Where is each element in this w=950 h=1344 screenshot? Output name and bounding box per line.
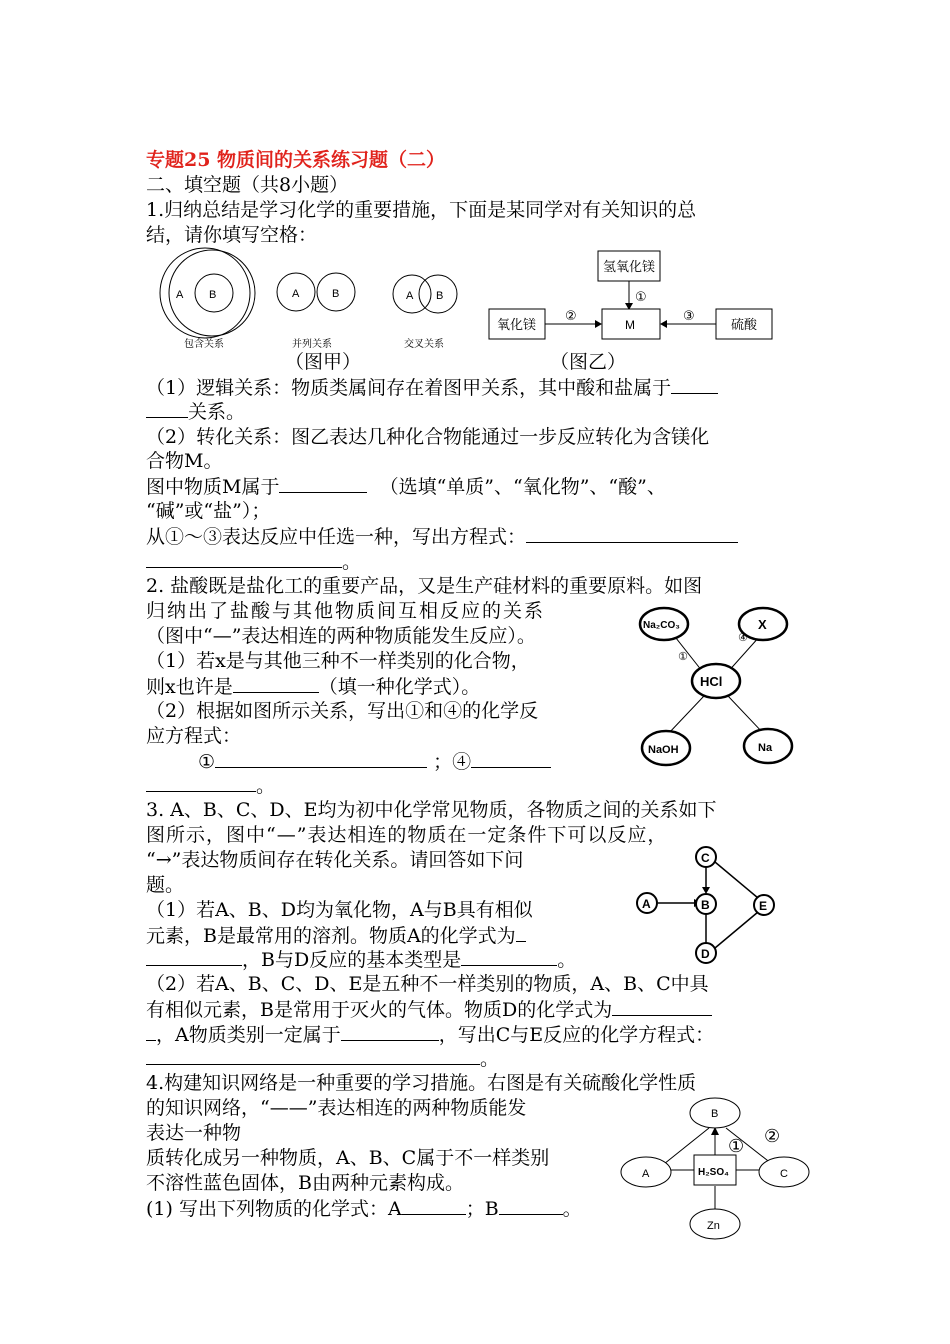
svg-text:①: ① — [635, 289, 647, 304]
venn-label-b: B — [332, 288, 340, 300]
answer-blank[interactable] — [471, 749, 551, 768]
q1-line: 结，请你填写空格： — [146, 224, 318, 246]
q4-line: (1) 写出下列物质的化学式：A ；B 。 — [146, 1198, 582, 1220]
q3-line: ，B与D反应的基本类型是 。 — [146, 947, 576, 972]
q4-line: 质转化成另一种物质，A、B、C属于不一样类别 — [146, 1147, 550, 1169]
svg-text:③: ③ — [683, 308, 695, 323]
svg-text:②: ② — [764, 1126, 781, 1146]
answer-blank[interactable] — [146, 399, 188, 418]
q1-line: 从①～③表达反应中任选一种，写出方程式： — [146, 524, 738, 549]
svg-text:HCl: HCl — [700, 674, 723, 689]
q2-line: 2. 盐酸既是盐化工的重要产品，又是生产硅材料的重要原料。如图 — [146, 575, 703, 597]
box-label: 硫酸 — [731, 317, 758, 332]
answer-blank[interactable] — [279, 474, 367, 493]
venn-label-b: B — [209, 289, 217, 301]
svg-text:C: C — [780, 1168, 788, 1180]
figure-caption-yi: （图乙） — [550, 351, 627, 373]
answer-blank[interactable] — [341, 1022, 439, 1041]
svg-text:E: E — [759, 899, 768, 913]
answer-blank[interactable] — [671, 375, 718, 394]
answer-blank[interactable] — [215, 749, 427, 768]
svg-text:①: ① — [728, 1136, 745, 1156]
q2-line: （图中“—”表达相连的两种物质能发生反应）。 — [146, 625, 536, 647]
svg-text:Na₂CO₃: Na₂CO₃ — [643, 620, 680, 631]
q1-line: 合物M。 — [146, 450, 223, 472]
q4-line: 4.构建知识网络是一种重要的学习措施。右图是有关硫酸化学性质 — [146, 1072, 697, 1094]
answer-blank[interactable] — [526, 524, 738, 543]
answer-blank[interactable] — [461, 947, 557, 966]
svg-text:B: B — [701, 898, 710, 912]
q3-line: “→”表达物质间存在转化关系。请回答如下问 — [146, 849, 524, 871]
box-label: 氧化镁 — [497, 317, 537, 332]
sulfuric-acid-network-figure — [614, 1094, 814, 1244]
q2-line: （1）若x是与其他三种不一样类别的化合物， — [146, 650, 530, 672]
q3-line: 有相似元素，B是常用于灭火的气体。物质D的化学式为 — [146, 997, 712, 1022]
svg-text:②: ② — [565, 308, 577, 323]
q1-line: （1）逻辑关系：物质类属间存在着图甲关系，其中酸和盐属于 — [146, 375, 718, 400]
q2-line: 则x也许是 （填一种化学式）。 — [146, 676, 481, 698]
answer-blank[interactable] — [402, 1196, 466, 1215]
q4-line: 不溶性蓝色固体，B由两种元素构成。 — [146, 1172, 464, 1194]
q1-line: 图中物质M属于 （选填“单质”、“氧化物”、“酸”、 — [146, 476, 666, 498]
q4-line: 的知识网络，“——”表达相连的两种物质能发 — [146, 1097, 527, 1119]
venn-caption-parallel: 并列关系 — [292, 339, 332, 350]
venn-diagram-figure — [150, 246, 470, 356]
svg-text:④: ④ — [738, 632, 748, 644]
q4-line: 表达一种物 — [146, 1122, 242, 1144]
box-label: 氢氧化镁 — [603, 259, 656, 274]
svg-text:NaOH: NaOH — [648, 744, 679, 756]
conversion-diagram-figure — [485, 248, 785, 346]
svg-text:D: D — [701, 947, 710, 961]
venn-label-a: A — [176, 289, 184, 301]
q1-line: “碱”或“盐”）； — [146, 500, 271, 522]
q1-line: 。 — [146, 549, 361, 574]
svg-text:①: ① — [678, 651, 688, 663]
q2-line: 归纳出了盐酸与其他物质间互相反应的关系 — [146, 600, 546, 622]
box-label: M — [625, 318, 635, 332]
answer-blank[interactable] — [146, 773, 256, 792]
svg-text:Na: Na — [758, 742, 773, 754]
q1-line: 关系。 — [146, 399, 245, 424]
q3-line: 。 — [146, 1046, 499, 1071]
q2-line: 。 — [146, 773, 275, 798]
answer-blank[interactable] — [146, 947, 242, 966]
venn-label-b: B — [436, 290, 444, 302]
q3-line: 图所示，图中“—”表达相连的物质在一定条件下可以反应， — [146, 824, 668, 846]
svg-text:C: C — [701, 851, 710, 865]
page-title: 专题25 物质间的关系练习题（二） — [146, 149, 446, 171]
answer-blank[interactable] — [146, 549, 342, 568]
venn-label-a: A — [292, 288, 300, 300]
venn-caption-inclusion: 包含关系 — [184, 339, 224, 350]
venn-outer-circle — [160, 248, 250, 338]
hcl-relation-figure — [634, 596, 804, 776]
section-heading: 二、填空题（共8小题） — [146, 174, 349, 196]
q3-line: 元素，B是最常用的溶剂。物质A的化学式为 — [146, 923, 526, 948]
svg-text:X: X — [758, 617, 767, 632]
q3-line: （1）若A、B、D均为氧化物，A与B具有相似 — [146, 899, 533, 921]
figure-caption-jia: （图甲） — [285, 351, 362, 373]
q3-line: 题。 — [146, 874, 185, 896]
q2-line: 应方程式： — [146, 725, 242, 747]
q3-line: ，A物质类别一定属于 ，写出C与E反应的化学方程式： — [146, 1022, 714, 1047]
venn-caption-intersect: 交叉关系 — [404, 339, 444, 350]
q1-line: 1.归纳总结是学习化学的重要措施，下面是某同学对有关知识的总 — [146, 199, 697, 221]
svg-text:B: B — [711, 1108, 719, 1120]
q2-line: （2）根据如图所示关系，写出①和④的化学反 — [146, 700, 539, 722]
answer-blank[interactable] — [516, 923, 526, 942]
answer-blank[interactable] — [499, 1196, 563, 1215]
svg-text:A: A — [642, 1168, 650, 1180]
answer-blank[interactable] — [612, 997, 712, 1016]
answer-blank[interactable] — [146, 1022, 156, 1041]
answer-blank[interactable] — [146, 1046, 480, 1065]
svg-text:H₂SO₄: H₂SO₄ — [698, 1167, 729, 1178]
q2-line: ① ；④ — [146, 749, 551, 774]
q3-line: （2）若A、B、C、D、E是五种不一样类别的物质，A、B、C中具 — [146, 973, 709, 995]
venn-label-a: A — [406, 290, 414, 302]
abcde-relation-figure — [634, 846, 784, 964]
svg-text:A: A — [642, 897, 651, 911]
q1-line: （2）转化关系：图乙表达几种化合物能通过一步反应转化为含镁化 — [146, 426, 710, 448]
answer-blank[interactable] — [233, 674, 319, 693]
svg-text:Zn: Zn — [707, 1220, 720, 1232]
q3-line: 3. A、B、C、D、E均为初中化学常见物质，各物质之间的关系如下 — [146, 799, 717, 821]
